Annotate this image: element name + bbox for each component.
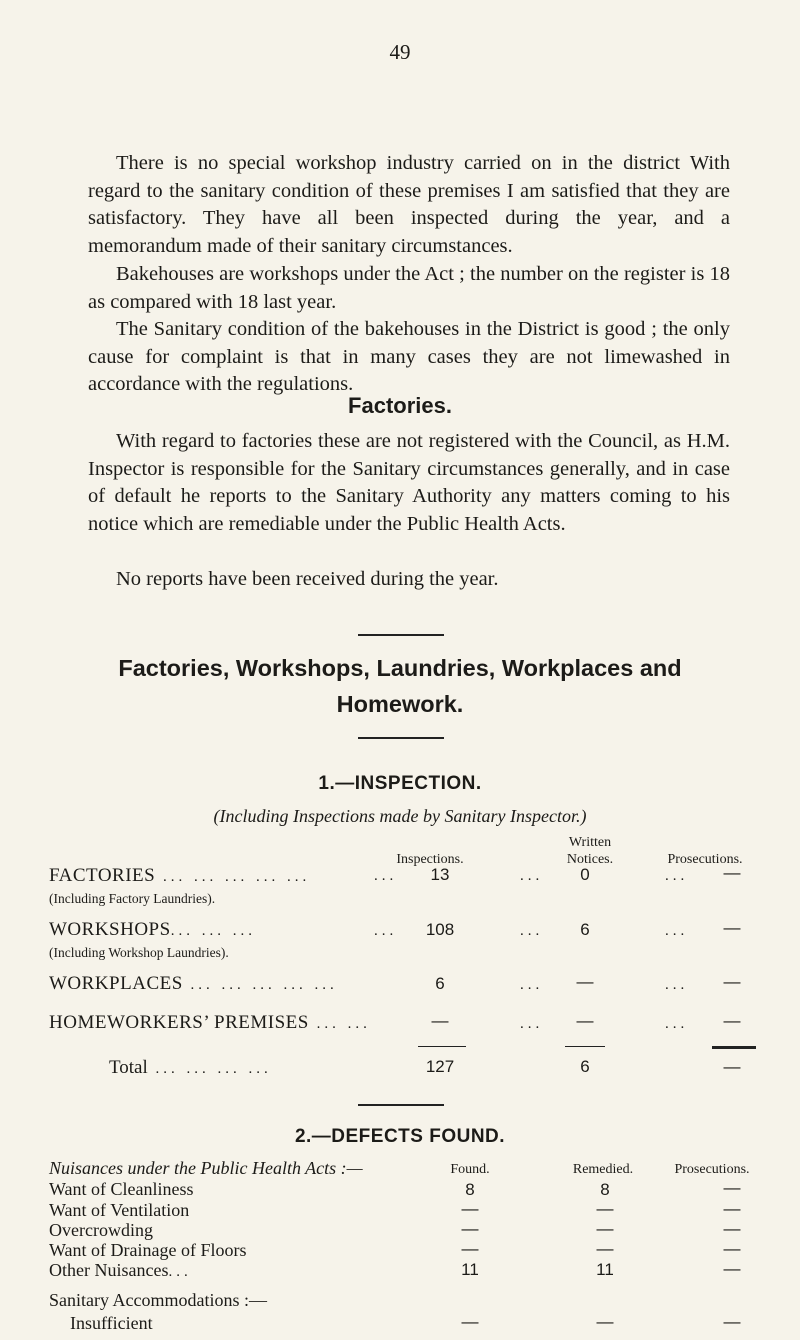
leader-dots: ... [520,868,544,884]
leader-dots: ... [665,1016,689,1032]
defect-row-label: Want of Ventilation [49,1200,190,1220]
total-rule [565,1046,605,1047]
prosecutions-value: — [723,1259,741,1278]
sanitary-row-label: Insufficient [70,1313,153,1333]
intro-paragraph-3: The Sanitary condition of the bakehouses in the District is good ; the only cause for complaint is that in many cases they are not limewashed in accordance with the regulations. [88,318,730,396]
factories-heading: Factories. [348,393,452,418]
prosecutions-value: — [723,1011,741,1030]
column-header-written-notices: Written Notices. [566,835,614,867]
remedied-value: — [596,1239,614,1258]
main-heading-line-2: Homework. [336,691,464,717]
inspection-subheading: (Including Inspections made by Sanitary Inspector.) [213,806,587,826]
remedied-value: — [596,1219,614,1238]
total-prosecutions: — [723,1057,741,1076]
found-value: 8 [465,1180,475,1199]
leader-dots: ... [520,1016,544,1032]
table-row-label: WORKSHOPS... ... ... [49,919,256,940]
table-row-label: WORKPLACES ... ... ... ... ... [49,973,338,994]
divider [358,634,444,636]
found-value: — [461,1219,479,1238]
inspections-value: 13 [430,865,450,884]
sanitary-section-label: Sanitary Accommodations :— [49,1290,267,1310]
notices-value: 0 [580,865,590,884]
remedied-value: — [596,1199,614,1218]
found-value: — [461,1239,479,1258]
column-header-prosecutions: Prosecutions. [674,1162,750,1177]
defects-heading: 2.—DEFECTS FOUND. [294,1126,506,1147]
table-row-label: HOMEWORKERS’ PREMISES ... ... [49,1012,371,1033]
remedied-value: 8 [600,1180,610,1199]
notices-value: — [576,1011,594,1030]
main-heading-line-1: Factories, Workshops, Laundries, Workplaces and [118,655,682,681]
leader-dots: ... [374,868,398,884]
defect-row-label: Other Nuisances... [49,1260,192,1280]
column-header-remedied: Remedied. [572,1162,634,1177]
intro-paragraph-1: There is no special workshop industry carried on in the district With regard to the sanitary condition of these premises I am satisfied that they are satisfactory. They have all been inspected during the year, and a memorandum made of their sanitary circumstances. [88,152,730,258]
divider [358,737,444,739]
inspections-value: — [431,1011,449,1030]
total-notices: 6 [580,1057,590,1076]
factories-paragraph-1: With regard to factories these are not registered with the Council, as H.M. Inspector is responsible for the Sanitary circumstances generally, and in case of default he reports to the Sanitary Authority any matters coming to his notice which are remediable under the Public Health Acts. [88,430,730,536]
defect-row-label: Want of Cleanliness [49,1179,194,1199]
total-row-label: Total ... ... ... ... [109,1057,272,1078]
total-inspections: 127 [425,1057,455,1076]
inspections-value: 6 [435,974,445,993]
prosecutions-value: — [723,1219,741,1238]
leader-dots: ... [520,977,544,993]
notices-value: 6 [580,920,590,939]
leader-dots: ... [665,977,689,993]
column-header-inspections: Inspections. [396,852,464,867]
defect-row-label: Want of Drainage of Floors [49,1240,247,1260]
table-row-sublabel: (Including Factory Laundries). [49,891,216,906]
notices-value: — [576,972,594,991]
prosecutions-value: — [723,1178,741,1197]
leader-dots: ... [665,868,689,884]
leader-dots: ... [665,923,689,939]
prosecutions-value: — [723,972,741,991]
column-header-prosecutions: Prosecutions. [667,852,743,867]
remedied-value: — [596,1312,614,1331]
found-value: — [461,1312,479,1331]
table-row-label: FACTORIES ... ... ... ... ... [49,865,311,886]
found-value: 11 [461,1260,479,1279]
table-row-sublabel: (Including Workshop Laundries). [49,945,229,960]
prosecutions-value: — [723,1312,741,1331]
prosecutions-value: — [723,918,741,937]
total-rule [418,1046,466,1047]
column-header-found: Found. [450,1162,490,1177]
remedied-value: 11 [596,1260,614,1279]
nuisances-section-label: Nuisances under the Public Health Acts :— [49,1158,363,1178]
prosecutions-value: — [723,1239,741,1258]
factories-paragraph-2: No reports have been received during the year. [116,568,499,590]
prosecutions-value: — [723,1199,741,1218]
divider [358,1104,444,1106]
intro-paragraph-2: Bakehouses are workshops under the Act ; the number on the register is 18 as compared with 18 last year. [88,263,730,313]
inspection-heading: 1.—INSPECTION. [318,773,482,794]
defect-row-label: Overcrowding [49,1220,153,1240]
prosecutions-value: — [723,863,741,882]
found-value: — [461,1199,479,1218]
total-rule [712,1046,756,1049]
page-number: 49 [389,40,411,64]
leader-dots: ... [520,923,544,939]
leader-dots: ... [374,923,398,939]
inspections-value: 108 [425,920,455,939]
